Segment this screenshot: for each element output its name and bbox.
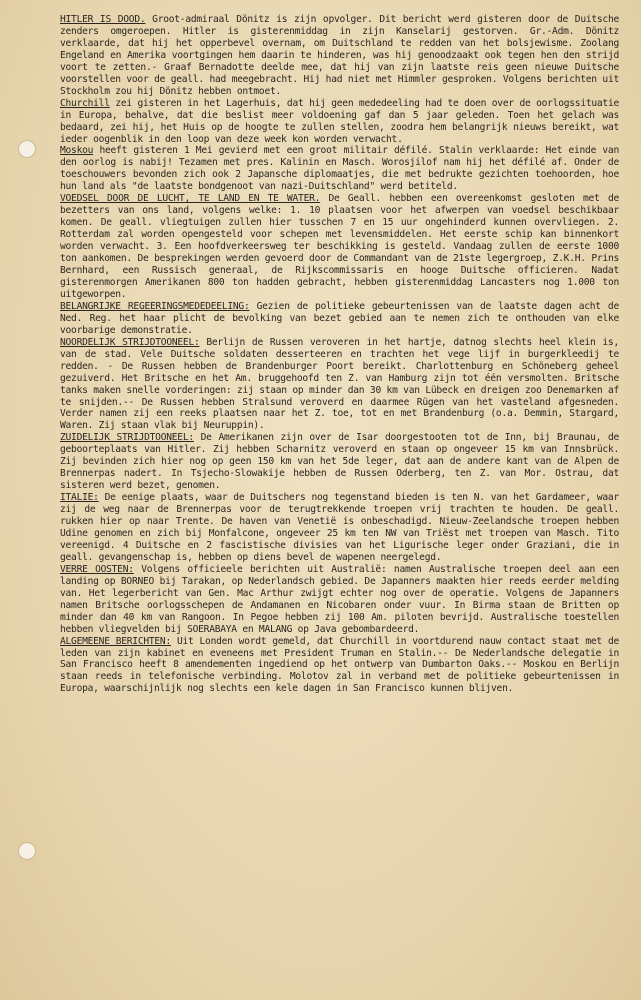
paragraph-text: zei gisteren in het Lagerhuis, dat hij geen mededeeling had te doen over de oorlogssituatie in Europa, behalve, dat die beslist meer voldoening gaf dan 5 jaar geleden. Toen het gelach was bedaard, zei hij, het Huis op de hoogte te zullen stellen, zoodra hem belangrijk nieuws bereikt, wat ieder oogenblik in den loop van deze week kon worden verwacht. (60, 97, 619, 145)
news-paragraph (60, 564, 619, 636)
news-paragraph (60, 98, 619, 146)
document-body (60, 14, 619, 695)
paragraph-text: De Geall. hebben een overeenkomst gesloten met de bezetters van ons land, volgens welke: 1. 10 plaatsen voor het afwerpen van voedsel beschikbaar komen. De geall. vliegtuigen zullen hier tusschen 7 en 15 uur ongehinderd kunnen overvliegen. 2. Rotterdam zal worden opengesteld voor schepen met levensmiddelen. Het eerste schip kan binnenkort worden verwacht. 3. Een hoofdverkeersweg ter beschikking is gesteld. Vandaag zullen de eerste 1000 ton aankomen. De besprekingen werden gevoerd door de Commandant van de 21ste legergroep, Z.K.H. Prins Bernhard, een Russisch generaal, de Rijkscommissaris en hooge Duitsche officieren. Nadat gisterenmorgen Amerikanen 800 ton hadden gebracht, hebben gisterenmiddag Lancasters nog 1.000 ton uitgeworpen. (60, 193, 619, 300)
paragraph-heading: BELANGRIJKE REGEERINGSMEDEDEELING: (60, 300, 250, 312)
paragraph-heading: NOORDELIJK STRIJDTOONEEL: (60, 336, 200, 348)
paragraph-heading: VERRE OOSTEN: (60, 563, 134, 575)
paragraph-text: Uit Londen wordt gemeld, dat Churchill in voortdurend nauw contact staat met de leden van zijn kabinet en eveneens met President Truman en Stalin.-- De Nederlandsche delegatie in San Francisco heeft 8 amendementen ingediend op het ontwerp van Dumbarton Oaks.-- Moskou en Berlijn staan reeds in telefonische verbinding. Molotov zal in verband met de politieke gebeurtenissen in Europa, waarschijnlijk nog slechts een kele dagen in San Francisco kunnen blijven. (60, 635, 619, 695)
punch-hole (18, 842, 36, 860)
paragraph-heading: Churchill (60, 97, 110, 109)
news-paragraph (60, 301, 619, 337)
paragraph-text: heeft gisteren 1 Mei gevierd met een groot militair défilé. Stalin verklaarde: Het einde van den oorlog is nabij! Tezamen met pres. Kalinin en Masch. Worosjilof nam hij het défilé af. Onder de toeschouwers bevonden zich ook 2 Japansche diplomaatjes, die met bedrukte gezichten toehoorden, hoe hun land als "de laatste bondgenoot van nazi-Duitschland" werd betiteld. (60, 145, 619, 193)
paragraph-heading: ITALIE: (60, 492, 99, 504)
paragraph-heading: VOEDSEL DOOR DE LUCHT, TE LAND EN TE WATER. (60, 193, 321, 205)
news-paragraph (60, 145, 619, 193)
paragraph-heading: HITLER IS DOOD. (60, 14, 146, 25)
news-paragraph (60, 193, 619, 301)
paragraph-text: De Amerikanen zijn over de Isar doorgestooten tot de Inn, bij Braunau, de geboorteplaats van Hitler. Zij hebben Scharnitz veroverd en staan op ongeveer 15 km van Innsbrück. Zij bevinden zich hier nog op geen 150 km van het 5de leger, dat aan de andere kant van de Alpen de Brennerpas nadert. In Tsjecho-Slowakije hebben de Russen Oderberg, ten Z. van Mor. Ostrau, dat sisteren werd bezet, genomen. (60, 432, 619, 492)
paragraph-heading: Moskou (60, 145, 94, 157)
news-paragraph (60, 432, 619, 492)
news-paragraph (60, 14, 619, 98)
punch-hole (18, 140, 36, 158)
paragraph-text: Volgens officieele berichten uit Australië: namen Australische troepen deel aan een landing op BORNEO bij Tarakan, op Nederlandsch gebied. De Japanners maakten hier reeds eerder melding van. Het legerbericht van Gen. Mac Arthur zwijgt echter nog over de operatie. Volgens de Japanners namen Britsche oorlogsschepen de Andamanen en Nicobaren onder vuur. In Birma staan de Britten op minder dan 40 km van Rangoon. In Pegoe hebben zij 100 Am. piloten bevrijd. Australische toestellen hebben vliegvelden bij SOERABAYA en MALANG op Java gebombardeerd. (60, 563, 619, 635)
paragraph-text: Berlijn de Russen veroveren in het hartje, datnog slechts heel klein is, van de stad. Vele Duitsche soldaten desserteeren en trachten het vege lijf in burgerkleedij te redden. - De Russen hebben de Brandenburger Poort bereikt. Charlottenburg en Schöneberg geheel gezuiverd. Het Britsche en het Am. bruggehoofd ten Z. van Hamburg zijn tot één versmolten. Britsche tanks maken snelle vorderingen: zij staan op minder dan 30 km van Lübeck en dreigen zoo Denemarken af te snijden.-- De Russen hebben Stralsund veroverd en daarmee Rügen van het vasteland afgesneden. Verder namen zij een reeks plaatsen naar het Z. toe, tot en met Brandenburg (o.a. Demmin, Stargard, Waren. Zij staan vlak bij Neuruppin). (60, 336, 619, 432)
paragraph-heading: ALGEMEENE BERICHTEN: (60, 635, 171, 647)
news-paragraph (60, 337, 619, 433)
paragraph-text: Gezien de politieke gebeurtenissen van de laatste dagen acht de Ned. Reg. het haar plicht de bevolking van bezet gebied aan te nemen zich te onthouden van elke voorbarige demonstratie. (60, 300, 619, 336)
paragraph-heading: ZUIDELIJK STRIJDTOONEEL: (60, 432, 194, 444)
news-paragraph (60, 492, 619, 564)
paragraph-text: Groot-admiraal Dönitz is zijn opvolger. Dit bericht werd gisteren door de Duitsche zenders omgeroepen. Hitler is gisterenmiddag in zijn Kanselarij gestorven. Gr.-Adm. Dönitz verklaarde, dat hij het opperbevel overnam, om Duitschland te redden van het bolsjewisme. Zoolang Engeland en Amerika voortgingen hem daarin te hinderen, was hij genoodzaakt ook tegen hen den strijd voort te zetten.- Graaf Bernadotte deelde mee, dat hij van zijn laatste reis geen nieuwe Duitsche voorstellen voor de geall. had meegebracht. Hij had niet met Himmler gesproken. Volgens berichten uit Stockholm zou hij Dönitz hebben ontmoet. (60, 14, 620, 97)
paragraph-text: De eenige plaats, waar de Duitschers nog tegenstand bieden is ten N. van het Gardameer, waar zij de weg naar de Brennerpas voor de terugtrekkende troepen vrij trachten te houden. De geall. rukken hier op naar Trente. De haven van Venetië is onbeschadigd. Nieuw-Zeelandsche troepen hebben Udine genomen en zich bij Monfalcone, ongeveer 25 km ten NW van Triëst met troepen van Masch. Tito vereenigd. 4 Duitsche en 2 fascistische divisies van het Ligurische leger onder Graziani, die in geall. gevangenschap is, hebben op diens bevel de wapenen neergelegd. (60, 492, 619, 563)
news-paragraph (60, 636, 619, 696)
